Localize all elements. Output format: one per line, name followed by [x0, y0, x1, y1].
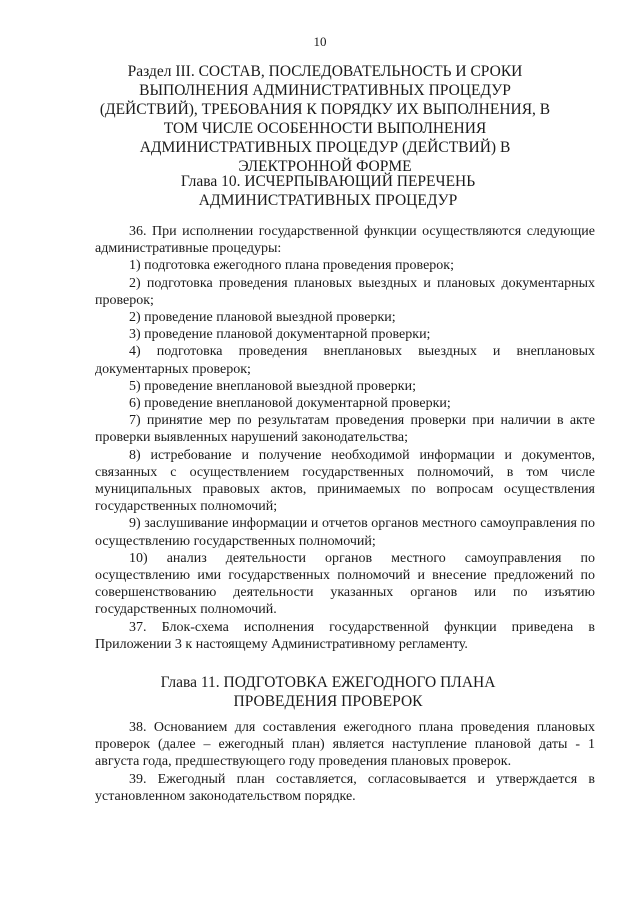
paragraph-39: 39. Ежегодный план составляется, согласовывается и утверждается в установленном законодательством порядке.: [95, 771, 595, 804]
chapter-10-body: [95, 223, 595, 653]
paragraph-36: 36. При исполнении государственной функции осуществляются следующие административные процедуры:: [95, 224, 595, 257]
list-item: 2) проведение плановой выездной проверки;: [129, 310, 396, 326]
paragraph-37: 37. Блок-схема исполнения государственной функции приведена в Приложении 3 к настоящему Административному регламенту.: [95, 619, 595, 652]
list-item: 6) проведение внеплановой документарной проверки;: [129, 396, 451, 412]
list-item: 3) проведение плановой документарной проверки;: [129, 327, 431, 343]
section-title: Раздел III. СОСТАВ, ПОСЛЕДОВАТЕЛЬНОСТЬ И СРОКИ ВЫПОЛНЕНИЯ АДМИНИСТРАТИВНЫХ ПРОЦЕДУР (ДЕЙСТВИЙ), ТРЕБОВАНИЯ К ПОРЯДКУ ИХ ВЫПОЛНЕНИЯ, В ТОМ ЧИСЛЕ ОСОБЕННОСТИ ВЫПОЛНЕНИЯ АДМИНИСТРАТИВНЫХ ПРОЦЕДУР (ДЕЙСТВИЙ) В ЭЛЕКТРОННОЙ ФОРМЕ: [99, 63, 551, 175]
list-item: 8) истребование и получение необходимой информации и документов, связанных с осуществлением государственных полномочий, в том числе муниципальных правовых актов, принимаемых по вопросам осуществления государственных полномочий;: [95, 447, 595, 515]
chapter-11-body: [95, 719, 595, 805]
paragraph-38: 38. Основанием для составления ежегодного плана проведения плановых проверок (далее – ежегодный план) является наступление плановой даты - 1 августа года, предшествующего году проведения плановых проверок.: [95, 720, 595, 770]
list-item: 5) проведение внеплановой выездной проверки;: [129, 378, 416, 394]
list-item: 4) подготовка проведения внеплановых выездных и внеплановых документарных проверок;: [95, 344, 595, 377]
list-item: 10) анализ деятельности органов местного самоуправления по осуществлению ими государственных полномочий и внесение предложений по совершенствованию деятельности указанных органов или по изъятию государственных полномочий.: [95, 550, 595, 618]
list-item: 7) принятие мер по результатам проведения проверки при наличии в акте проверки выявленных нарушений законодательства;: [95, 413, 595, 446]
list-item: 1) подготовка ежегодного плана проведения проверок;: [129, 258, 454, 274]
chapter-11-title: Глава 11. ПОДГОТОВКА ЕЖЕГОДНОГО ПЛАНА ПРОВЕДЕНИЯ ПРОВЕРОК: [160, 674, 496, 710]
list-item: 9) заслушивание информации и отчетов органов местного самоуправления по осуществлению государственных полномочий;: [95, 516, 595, 549]
list-item: 2) подготовка проведения плановых выездных и плановых документарных проверок;: [95, 275, 595, 308]
chapter-10-title: Глава 10. ИСЧЕРПЫВАЮЩИЙ ПЕРЕЧЕНЬ АДМИНИСТРАТИВНЫХ ПРОЦЕДУР: [180, 173, 476, 209]
page-number: 10: [313, 34, 327, 49]
